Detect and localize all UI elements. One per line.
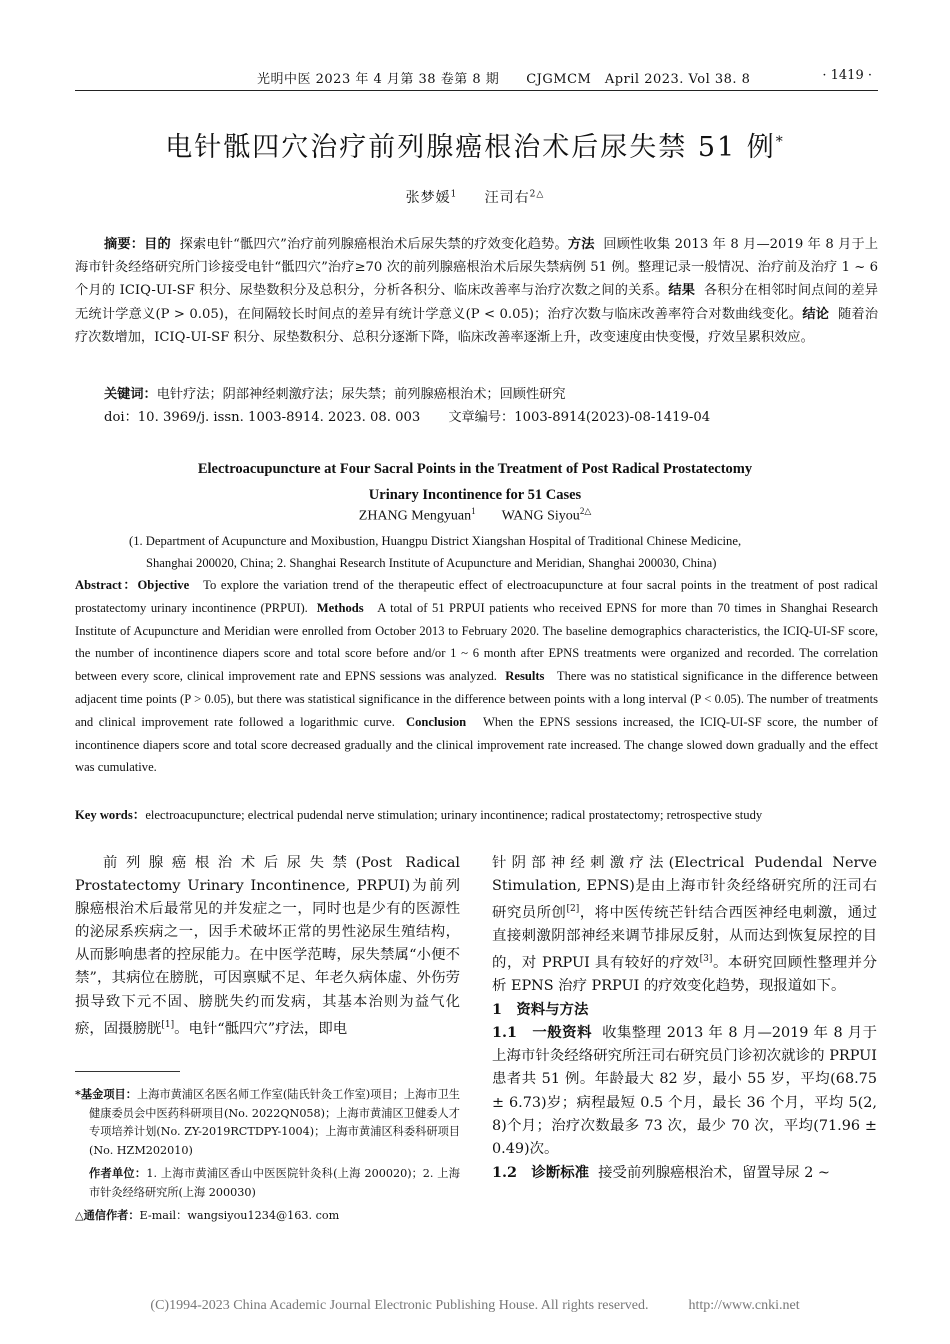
doi: doi：10. 3969/j. issn. 1003-8914. 2023. 08. 003 (104, 410, 421, 425)
author-name: 张梦媛 (405, 190, 451, 206)
objective-label: Objective (137, 578, 190, 592)
affiliations-en (75, 530, 878, 574)
citation-ref: [2] (566, 904, 580, 915)
intro-text-cont: 。电针“骶四穴”疗法，即电 (174, 1020, 348, 1037)
abstract-cn (75, 233, 878, 349)
section-heading: 1 资料与方法 (492, 1001, 589, 1019)
subsection-diagnosis (492, 1161, 877, 1185)
author-affiliation-mark: 1 (471, 506, 476, 516)
objective-text: To explore the variation trend of the therapeutic effect of electroacupuncture at four sacral points in the treatment of post radical prostatectomy urinary incontinence (PRPUI). (75, 578, 878, 615)
conclusion-text: When the EPNS sessions increased, the ICIQ-UI-SF score, the number of incontinence diapers score and total score decreased gradually and the clinical improvement rate increased. The change slowed down gradually and the effect was cumulative. (75, 714, 878, 775)
intro-text: 前列腺癌根治术后尿失禁(Post Radical Prostatectomy Urinary Incontinence, PRPUI)为前列腺癌根治术后最常见的并发症之一，同时也是少有的医源性的泌尿系疾病之一，因手术破坏正常的男性泌尿生殖结构，从而影响患者的控尿能力。在中医学范畴，尿失禁属“小便不禁”，其病位在膀胱，可因禀赋不足、年老久病体虚、外伤劳损导致下元不固、膀胱失约而发病，其基本治则为益气化瘀，固摄膀胱 (75, 855, 460, 1037)
correspondence-email: E-mail：wangsiyou1234@163. com (139, 1209, 340, 1222)
cnki-link[interactable]: http://www.cnki.net (688, 1298, 800, 1313)
conclusion-label: 结论 (802, 306, 830, 322)
results-text: 各积分在相邻时间点间的差异无统计学意义(P > 0.05)，在间隔较长时间点的差异有统计学意义(P < 0.05)；治疗次数与临床改善率符合对数曲线变化。 (75, 283, 879, 322)
body-column-left (75, 852, 460, 1041)
author-affiliation-mark: 2△ (529, 189, 545, 200)
citation-ref: [3] (699, 954, 713, 965)
article-number: 文章编号：1003-8914(2023)-08-1419-04 (448, 410, 711, 425)
intro-text: 针阴部神经刺激疗法(Electrical Pudendal Nerve Stimulation, EPNS)是由上海市针灸经络研究所的汪司右研究员所创 (492, 855, 877, 921)
results-label: 结果 (668, 283, 696, 299)
subsection-heading: 1.1 一般资料 (492, 1024, 592, 1042)
abstract-label: 摘要： (104, 237, 145, 252)
results-text: There was no statistical significance in the difference between adjacent time points (P > 0.05), but there was statistical significance in the difference between points with a long interval (P < 0.05). The number of treatments and clinical improvement rate followed a logarithmic curve. (75, 669, 878, 729)
subsection-text: 接受前列腺癌根治术，留置导尿 2 ~ (598, 1164, 830, 1181)
unit-label: 作者单位： (89, 1166, 147, 1180)
objective-label: 目的 (144, 237, 171, 252)
fund-label: *基金项目： (75, 1087, 137, 1101)
results-label: Results (505, 669, 545, 684)
methods-text: A total of 51 PRPUI patients who received EPNS for more than 70 times in Shanghai Research Institute of Acupuncture and Meridian were enrolled from October 2013 to February 2020. The baseline demographics characteristics, the ICIQ-UI-SF score, the number of incontinence diapers score and total score before and/or 1 ~ 6 month after EPNS treatments were organized and recorded. The correlation between every score, clinical improvement rate and EPNS sessions was analyzed. (75, 600, 878, 684)
methods-label: Methods (316, 600, 364, 615)
abstract-en (75, 574, 878, 779)
title-text: 电针骶四穴治疗前列腺癌根治术后尿失禁 51 例 (165, 132, 776, 163)
conclusion-text: 随着治疗次数增加，ICIQ-UI-SF 积分、尿垫数积分、总积分逐渐下降，临床改善率逐渐上升，改变速度由快变慢，疗效呈累积效应。 (75, 306, 879, 345)
conclusion-label: Conclusion (406, 714, 467, 729)
subsection-heading: 1.2 诊断标准 (492, 1163, 589, 1181)
title-footnote-mark: * (775, 134, 785, 150)
unit-text: 1. 上海市黄浦区香山中医医院针灸科(上海 200020)；2. 上海市针灸经络研究所(上海 200030) (89, 1167, 460, 1199)
keywords-cn (104, 383, 566, 402)
subsection-text: 收集整理 2013 年 8 月—2019 年 8 月于上海市针灸经络研究所汪司右研究员门诊初次就诊的 PRPUI 患者共 51 例。年龄最大 82 岁，最小 55 岁，平均(68.75 ± 6.73)岁；病程最短 0.5 个月，最长 36 个月，平均 5(2, 8)个月；治疗次数最多 73 次，最少 70 次，平均(71.96 ± 0.49)次。 (492, 1025, 877, 1157)
doi-line (104, 406, 710, 425)
author-name: 汪司右 (484, 190, 530, 206)
body-column-right (492, 852, 877, 1185)
intro-text: 。本研究回顾性整理并分析 EPNS 治疗 PRPUI 的疗效变化趋势，现报道如下。 (492, 954, 877, 995)
copyright-text: (C)1994-2023 China Academic Journal Electronic Publishing House. All rights reserved. (150, 1298, 649, 1313)
page-number: · 1419 · (822, 68, 872, 83)
keywords-label: Key words： (75, 808, 146, 822)
footnote-divider (75, 1071, 180, 1072)
copyright-line (0, 1298, 950, 1314)
author-affiliation-mark: 2△ (579, 506, 592, 516)
fund-text: 上海市黄浦区名医名师工作室(陆氏针灸工作室)项目；上海市卫生健康委员会中医药科研项目(No. 2022QN058)；上海市黄浦区卫健委人才专项培养计划(No. ZY-2019RCTDPY-1004)；上海市黄浦区科委科研项目(No. HZM202010) (89, 1088, 460, 1157)
methods-label: 方法 (567, 237, 595, 252)
running-head (75, 64, 878, 91)
english-title-line: Urinary Incontinence for 51 Cases (368, 487, 582, 503)
article-title (0, 125, 950, 164)
correspondence-label: △通信作者： (75, 1208, 140, 1222)
affiliation-line: Shanghai 200020, China; 2. Shanghai Research Institute of Acupuncture and Meridian, Shanghai 200030, China) (146, 556, 717, 570)
objective-text: 探索电针“骶四穴”治疗前列腺癌根治术后尿失禁的疗效变化趋势。 (179, 237, 568, 252)
affiliation-line: (1. Department of Acupuncture and Moxibustion, Huangpu District Xiangshan Hospital of Traditional Chinese Medicine, (129, 534, 742, 548)
authors-en (0, 506, 950, 525)
english-title-line: Electroacupuncture at Four Sacral Points in the Treatment of Post Radical Prostatectomy (197, 461, 753, 477)
english-title (0, 456, 950, 508)
abstract-label: Abstract： (75, 578, 138, 592)
methods-text: 回顾性收集 2013 年 8 月—2019 年 8 月于上海市针灸经络研究所门诊接受电针“骶四穴”治疗≥70 次的前列腺癌根治术后尿失禁病例 51 例。整理记录一般情况、治疗前及治疗 1 ~ 6 个月的 ICIQ-UI-SF 积分、尿垫数积分及总积分，分析各积分、临床改善率与治疗次数之间的关系。 (75, 237, 879, 299)
intro-paragraph (492, 852, 877, 998)
footnotes (75, 1085, 460, 1230)
journal-info: 光明中医 2023 年 4 月第 38 卷第 8 期 CJGMCM April 2023. Vol 38. 8 (257, 72, 751, 87)
authors-cn (0, 187, 950, 207)
author-name: ZHANG Mengyuan (358, 508, 472, 524)
author-affiliation-mark: 1 (450, 189, 458, 200)
subsection-general-data (492, 1021, 877, 1161)
keywords-label: 关键词： (104, 387, 157, 402)
intro-text: ，将中医传统芒针结合西医神经电刺激，通过直接刺激阴部神经来调节排尿反射，从而达到恢复尿控的目的，对 PRPUI 具有较好的疗效 (492, 904, 877, 971)
keywords-en (75, 804, 762, 823)
author-name: WANG Siyou (501, 508, 580, 524)
keywords-text: electroacupuncture; electrical pudendal nerve stimulation; urinary incontinence; radical prostatectomy; retrospective study (145, 808, 763, 822)
keywords-text: 电针疗法；阴部神经刺激疗法；尿失禁；前列腺癌根治术；回顾性研究 (156, 387, 566, 402)
citation-ref: [1] (161, 1019, 175, 1030)
